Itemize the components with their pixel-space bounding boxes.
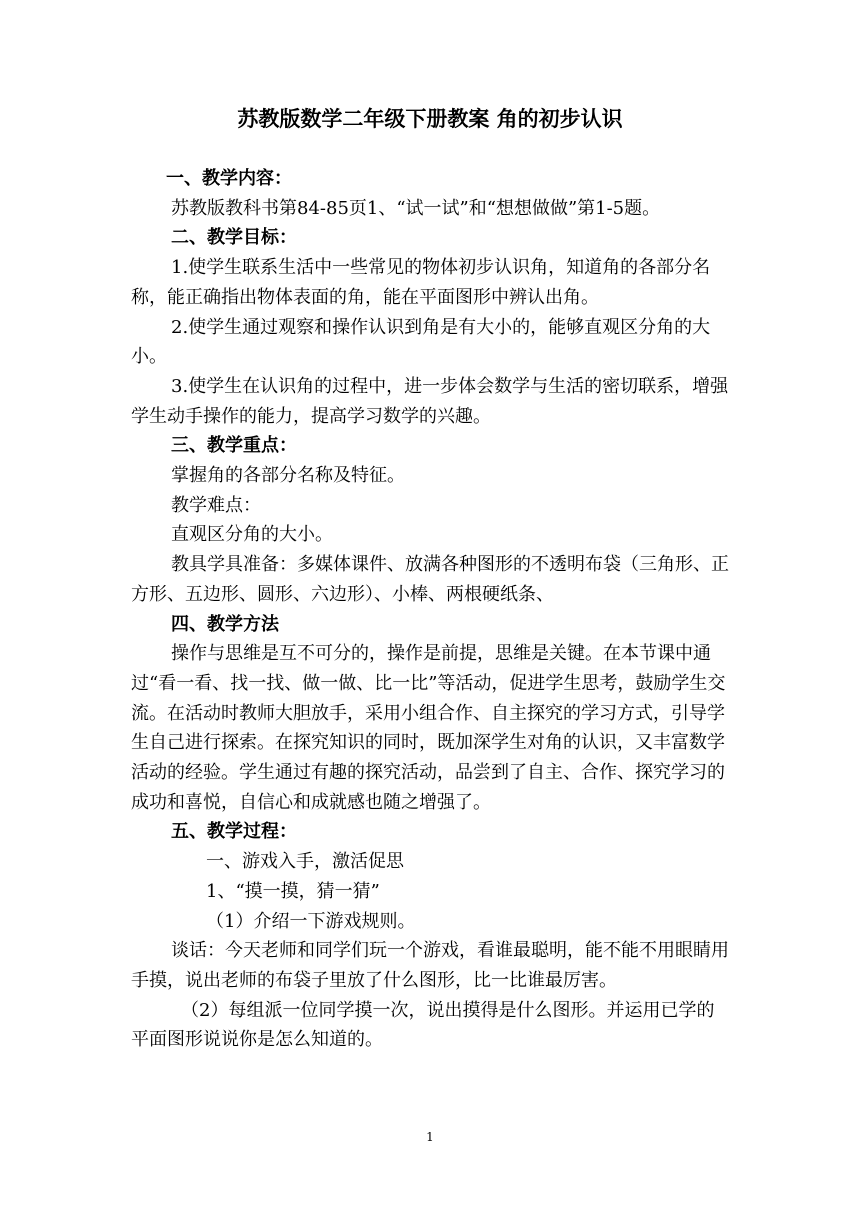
section-heading-methods: 四、教学方法 [171, 613, 279, 635]
subheading-touch-guess: 1、“摸一摸，猜一猜” [206, 880, 380, 902]
paragraph-group-touch: （2）每组派一位同学摸一次，说出摸得是什么图形。并运用已学的平面图形说说你是怎么知道的。 [131, 999, 715, 1051]
subheading-rules: （1）介绍一下游戏规则。 [206, 910, 416, 932]
paragraph-difficulty-label: 教学难点： [171, 494, 261, 516]
paragraph-methods: 操作与思维是互不可分的，操作是前提，思维是关键。在本节课中通过“看一看、找一找、做一做、比一比”等活动，促进学生思考，鼓励学生交流。在活动时教师大胆放手，采用小组合作、自主探究的学习方式，引导学生自己进行探索。在探究知识的同时，既加深学生对角的认识，又丰富数学活动的经验。学生通过有趣的探究活动，品尝到了自主、合作、探究学习的成功和喜悦，自信心和成就感也随之增强了。 [131, 643, 726, 813]
paragraph-materials: 教具学具准备：多媒体课件、放满各种图形的不透明布袋（三角形、正方形、五边形、圆形、六边形）、小棒、两根硬纸条、 [131, 554, 729, 605]
paragraph-difficulty: 直观区分角的大小。 [171, 524, 333, 546]
paragraph-textbook-pages: 苏教版教科书第84-85页1、“试一试”和“想想做做”第1-5题。 [171, 197, 661, 219]
section-heading-process: 五、教学过程： [171, 821, 297, 843]
page-number: 1 [426, 1130, 434, 1144]
paragraph-key-point: 掌握角的各部分名称及特征。 [171, 465, 405, 487]
document-title: 苏教版数学二年级下册教案 角的初步认识 [237, 107, 623, 131]
paragraph-goal-3: 3.使学生在认识角的过程中，进一步体会数学与生活的密切联系，增强学生动手操作的能力，提高学习数学的兴趣。 [131, 375, 729, 427]
section-heading-content: 一、教学内容： [166, 168, 292, 189]
section-heading-goals: 二、教学目标： [171, 227, 297, 249]
section-heading-key-points: 三、教学重点： [171, 435, 297, 457]
paragraph-talk: 谈话：今天老师和同学们玩一个游戏，看谁最聪明，能不能不用眼睛用手摸，说出老师的布袋子里放了什么图形，比一比谁最厉害。 [131, 940, 729, 991]
paragraph-goal-1: 1.使学生联系生活中一些常见的物体初步认识角，知道角的各部分名称，能正确指出物体表面的角，能在平面图形中辨认出角。 [131, 257, 711, 308]
subheading-game-intro: 一、游戏入手，激活促思 [206, 851, 404, 873]
document-body [131, 164, 731, 1055]
paragraph-goal-2: 2.使学生通过观察和操作认识到角是有大小的，能够直观区分角的大小。 [131, 316, 711, 368]
